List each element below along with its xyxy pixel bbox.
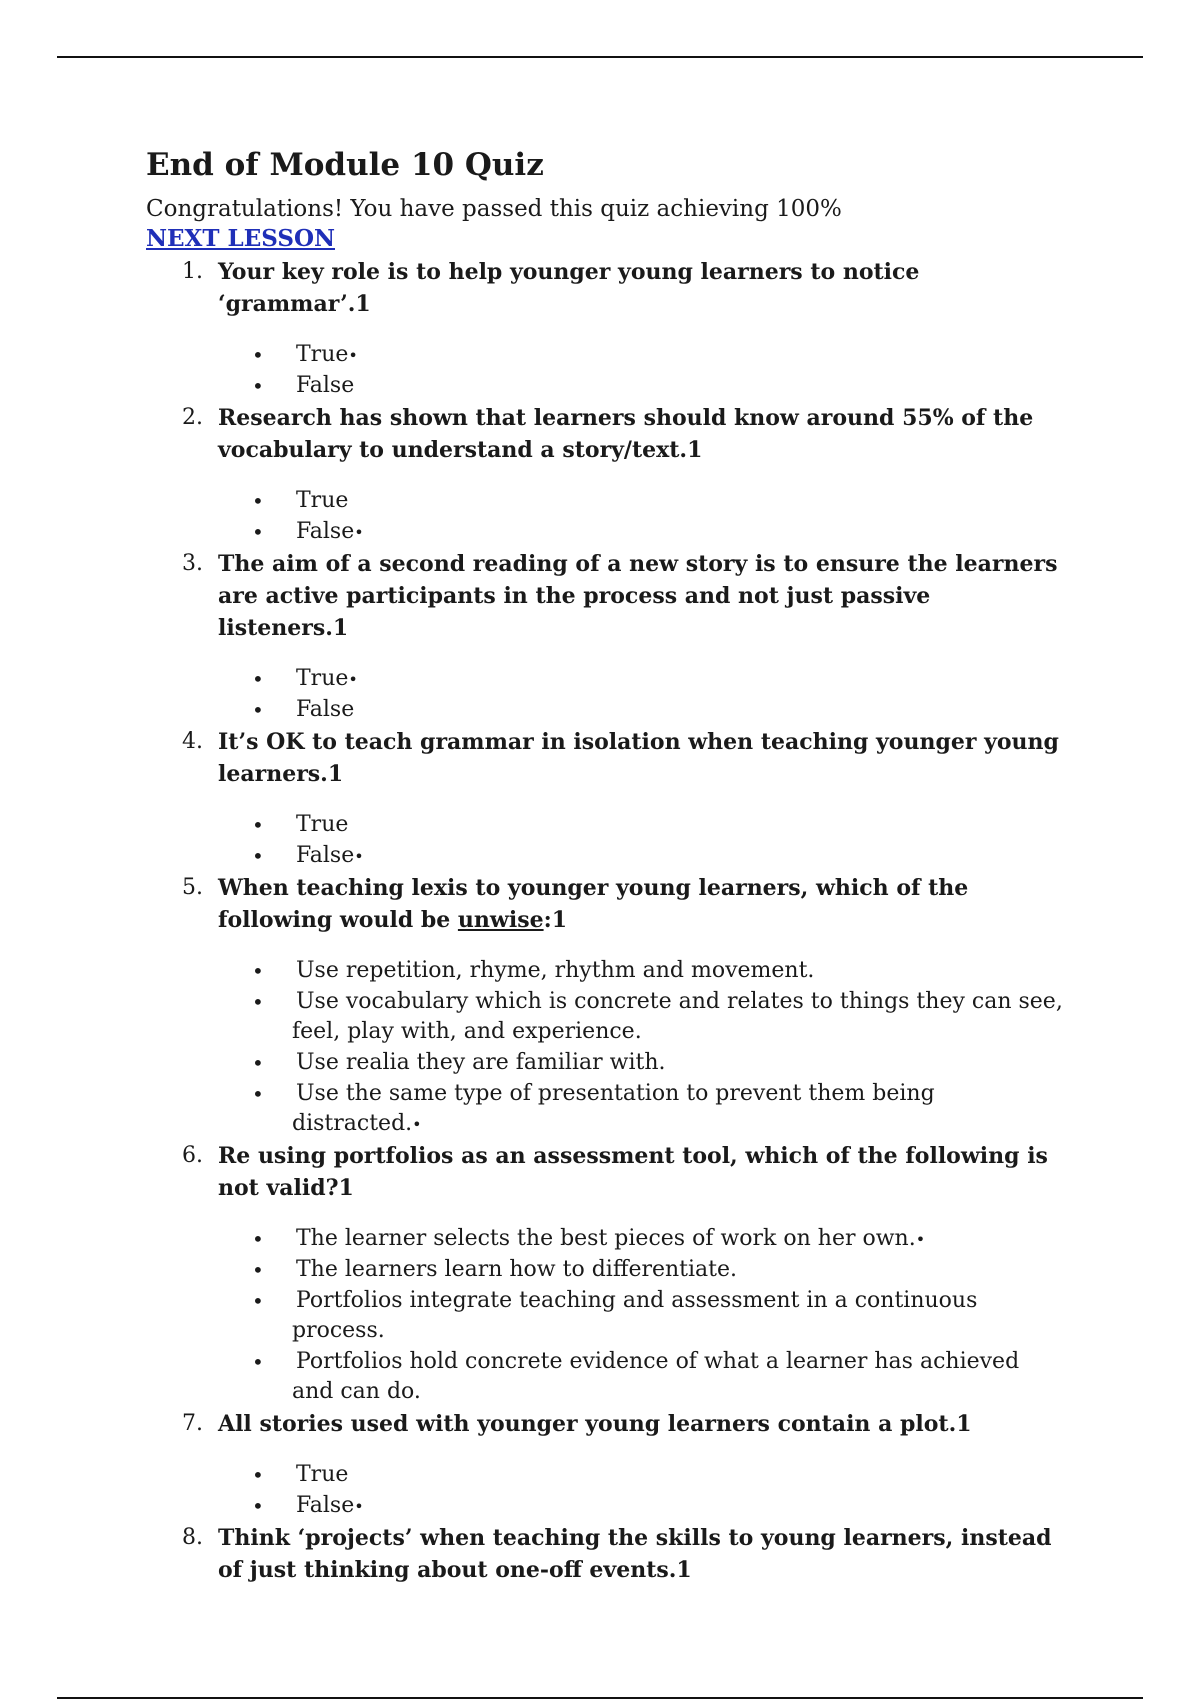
bullet-icon: • (252, 1494, 264, 1518)
bullet-icon: • (252, 374, 264, 398)
option-true[interactable] (218, 340, 1066, 371)
bullet-icon: • (252, 813, 264, 837)
bullet-icon: • (252, 343, 264, 367)
option-label: True (296, 666, 349, 691)
option-2[interactable] (218, 1255, 1066, 1286)
question-list (146, 256, 1066, 1586)
selected-marker: • (915, 1230, 926, 1249)
option-label: True (296, 342, 349, 367)
question-text: All stories used with younger young learners contain a plot.1 (218, 1411, 972, 1437)
option-label: False (296, 843, 355, 868)
next-lesson-link[interactable]: NEXT LESSON (146, 225, 335, 252)
option-list (218, 340, 1066, 402)
bullet-icon: • (252, 1227, 264, 1251)
option-3[interactable] (218, 1048, 1066, 1079)
quiz-content (146, 144, 1066, 1586)
question-text: Your key role is to help younger young learners to notice ‘grammar’.1 (218, 259, 920, 317)
option-label: The learners learn how to differentiate. (296, 1257, 738, 1282)
option-list (218, 1224, 1066, 1408)
question-number: 5. (182, 875, 203, 900)
question-number: 8. (182, 1525, 203, 1550)
bullet-icon: • (252, 667, 264, 691)
option-list (218, 1460, 1066, 1522)
option-true[interactable] (218, 1460, 1066, 1491)
bottom-rule (57, 1697, 1143, 1699)
option-label: The learner selects the best pieces of work on her own. (296, 1226, 916, 1251)
option-label: Use realia they are familiar with. (296, 1050, 666, 1075)
option-label: Use repetition, rhyme, rhythm and movement. (296, 958, 815, 983)
bullet-icon: • (252, 489, 264, 513)
bullet-icon: • (252, 1289, 264, 1313)
bullet-icon: • (252, 1258, 264, 1282)
selected-marker: • (348, 346, 358, 365)
option-true[interactable] (218, 486, 1066, 517)
option-true[interactable] (218, 664, 1066, 695)
option-false[interactable] (218, 517, 1066, 548)
question-text: Research has shown that learners should know around 55% of the vocabulary to understand a story/text.1 (218, 405, 1034, 463)
option-1[interactable] (218, 956, 1066, 987)
option-false[interactable] (218, 695, 1066, 726)
question-number: 1. (182, 259, 203, 284)
bullet-icon: • (252, 990, 264, 1014)
question-number: 2. (182, 405, 203, 430)
question-5 (146, 872, 1066, 1140)
option-4[interactable] (218, 1347, 1066, 1408)
option-label: False (296, 1493, 355, 1518)
option-label: Use vocabulary which is concrete and relates to things they can see, feel, play with, and experience. (292, 989, 1063, 1044)
option-false[interactable] (218, 1491, 1066, 1522)
question-number: 6. (182, 1143, 203, 1168)
option-list (218, 810, 1066, 872)
question-8 (146, 1522, 1066, 1586)
option-3[interactable] (218, 1286, 1066, 1347)
bullet-icon: • (252, 1051, 264, 1075)
option-4[interactable] (218, 1079, 1066, 1140)
option-label: False (296, 519, 355, 544)
question-6 (146, 1140, 1066, 1408)
question-7 (146, 1408, 1066, 1522)
option-label: True (296, 812, 349, 837)
option-2[interactable] (218, 987, 1066, 1048)
bullet-icon: • (252, 698, 264, 722)
result-message: Congratulations! You have passed this quiz achieving 100% (146, 196, 842, 222)
selected-marker: • (412, 1115, 422, 1134)
question-text: Think ‘projects’ when teaching the skills to young learners, instead of just thinking about one-off events.1 (218, 1525, 1052, 1583)
selected-marker: • (354, 847, 364, 866)
question-text: When teaching lexis to younger young learners, which of the following would be unwise:1 (218, 875, 969, 933)
selected-marker: • (354, 523, 364, 542)
bullet-icon: • (252, 1082, 264, 1106)
option-label: True (296, 1462, 349, 1487)
top-rule (57, 56, 1143, 58)
bullet-icon: • (252, 520, 264, 544)
option-true[interactable] (218, 810, 1066, 841)
option-false[interactable] (218, 371, 1066, 402)
question-text: Re using portfolios as an assessment tool, which of the following is not valid?1 (218, 1143, 1048, 1201)
emphasis-word: unwise (457, 907, 544, 933)
option-list (218, 486, 1066, 548)
bullet-icon: • (252, 1463, 264, 1487)
option-list (218, 664, 1066, 726)
question-text: The aim of a second reading of a new story is to ensure the learners are active participants in the process and not just passive listeners.1 (218, 551, 1058, 641)
option-1[interactable] (218, 1224, 1066, 1255)
bullet-icon: • (252, 844, 264, 868)
option-label: Portfolios hold concrete evidence of what a learner has achieved and can do. (292, 1349, 1020, 1404)
option-label: False (296, 373, 355, 398)
option-label: True (296, 488, 349, 513)
question-3 (146, 548, 1066, 726)
option-list (218, 956, 1066, 1140)
question-number: 4. (182, 729, 203, 754)
option-label: Portfolios integrate teaching and assessment in a continuous process. (292, 1288, 978, 1343)
question-2 (146, 402, 1066, 548)
option-label: False (296, 697, 355, 722)
bullet-icon: • (252, 959, 264, 983)
selected-marker: • (354, 1497, 364, 1516)
page-title: End of Module 10 Quiz (146, 147, 544, 183)
question-number: 7. (182, 1411, 203, 1436)
bullet-icon: • (252, 1350, 264, 1374)
question-text: It’s OK to teach grammar in isolation when teaching younger young learners.1 (218, 729, 1059, 787)
selected-marker: • (348, 670, 358, 689)
question-number: 3. (182, 551, 203, 576)
option-false[interactable] (218, 841, 1066, 872)
question-1 (146, 256, 1066, 402)
question-4 (146, 726, 1066, 872)
option-label: Use the same type of presentation to prevent them being distracted. (292, 1081, 935, 1136)
